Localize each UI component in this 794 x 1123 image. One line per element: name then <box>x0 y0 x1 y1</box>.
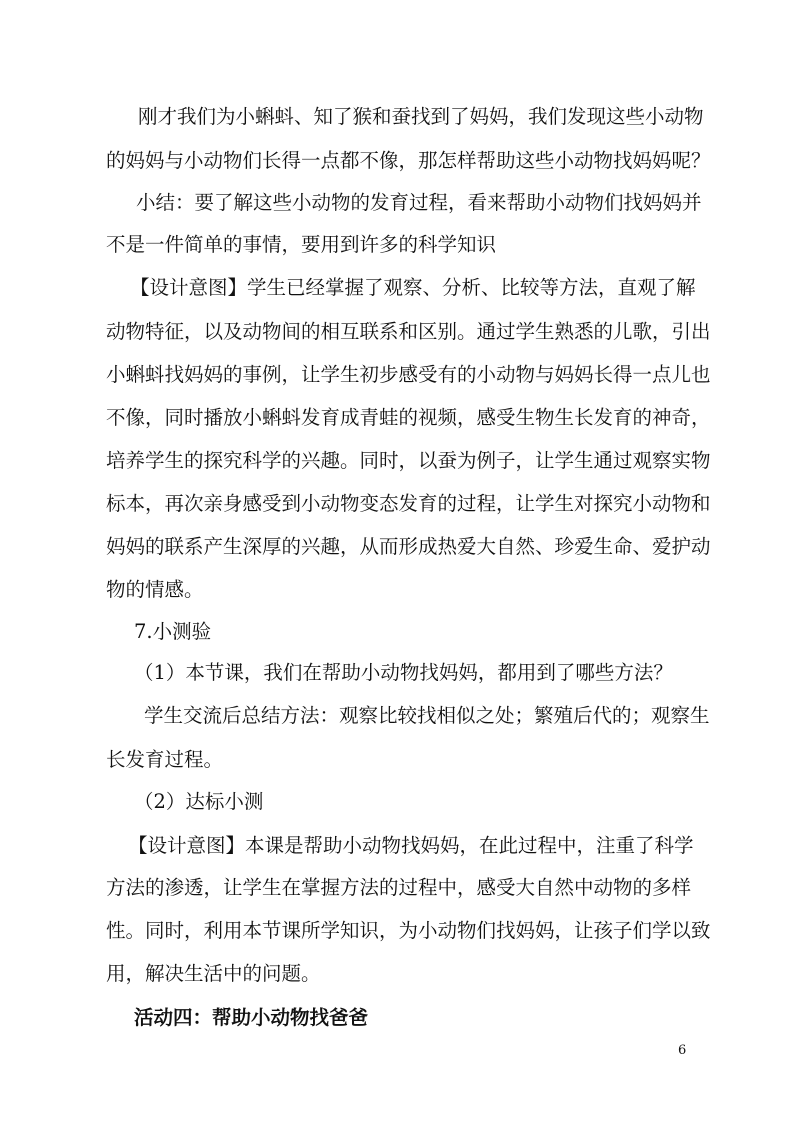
design-intent-line: 性。同时，利用本节课所学知识，为小动物们找妈妈，让孩子们学以致 <box>106 919 711 942</box>
answer-line: 学生交流后总结方法：观察比较找相似之处；繁殖后代的；观察生 <box>144 704 710 727</box>
design-intent-line: 用，解决生活中的问题。 <box>106 962 321 985</box>
design-intent-line: 物的情感。 <box>106 578 204 601</box>
design-intent-line: 妈妈的联系产生深厚的兴趣，从而形成热爱大自然、珍爱生命、爱护动 <box>106 535 711 558</box>
section-heading: 7.小测验 <box>134 620 212 643</box>
design-intent-line: 不像，同时播放小蝌蚪发育成青蛙的视频，感受生物生长发育的神奇， <box>106 406 711 429</box>
paragraph-line: 的妈妈与小动物们长得一点都不像，那怎样帮助这些小动物找妈妈呢？ <box>106 149 711 172</box>
summary-line: 不是一件简单的事情，要用到许多的科学知识 <box>106 233 497 256</box>
design-intent-line: 培养学生的探究科学的兴趣。同时，以蚕为例子，让学生通过观察实物 <box>106 449 711 472</box>
question-line: （1）本节课，我们在帮助小动物找妈妈，都用到了哪些方法？ <box>134 661 673 684</box>
design-intent-line: 标本，再次亲身感受到小动物变态发育的过程，让学生对探究小动物和 <box>106 492 711 515</box>
summary-line: 小结：要了解这些小动物的发育过程，看来帮助小动物们找妈妈并 <box>136 191 702 214</box>
design-intent-line: 【设计意图】学生已经掌握了观察、分析、比较等方法，直观了解 <box>130 276 696 299</box>
design-intent-line: 方法的渗透，让学生在掌握方法的过程中，感受大自然中动物的多样 <box>106 876 692 899</box>
design-intent-line: 小蝌蚪找妈妈的事例，让学生初步感受有的小动物与妈妈长得一点儿也 <box>106 363 711 386</box>
design-intent-line: 【设计意图】本课是帮助小动物找妈妈，在此过程中，注重了科学 <box>128 834 694 857</box>
question-line: （2）达标小测 <box>134 790 264 813</box>
answer-line: 长发育过程。 <box>106 748 224 771</box>
page-number: 6 <box>678 1043 687 1058</box>
paragraph-line: 刚才我们为小蝌蚪、知了猴和蚕找到了妈妈，我们发现这些小动物 <box>138 105 704 128</box>
activity-heading: 活动四：帮助小动物找爸爸 <box>134 1006 369 1029</box>
design-intent-line: 动物特征，以及动物间的相互联系和区别。通过学生熟悉的儿歌，引出 <box>106 320 711 343</box>
